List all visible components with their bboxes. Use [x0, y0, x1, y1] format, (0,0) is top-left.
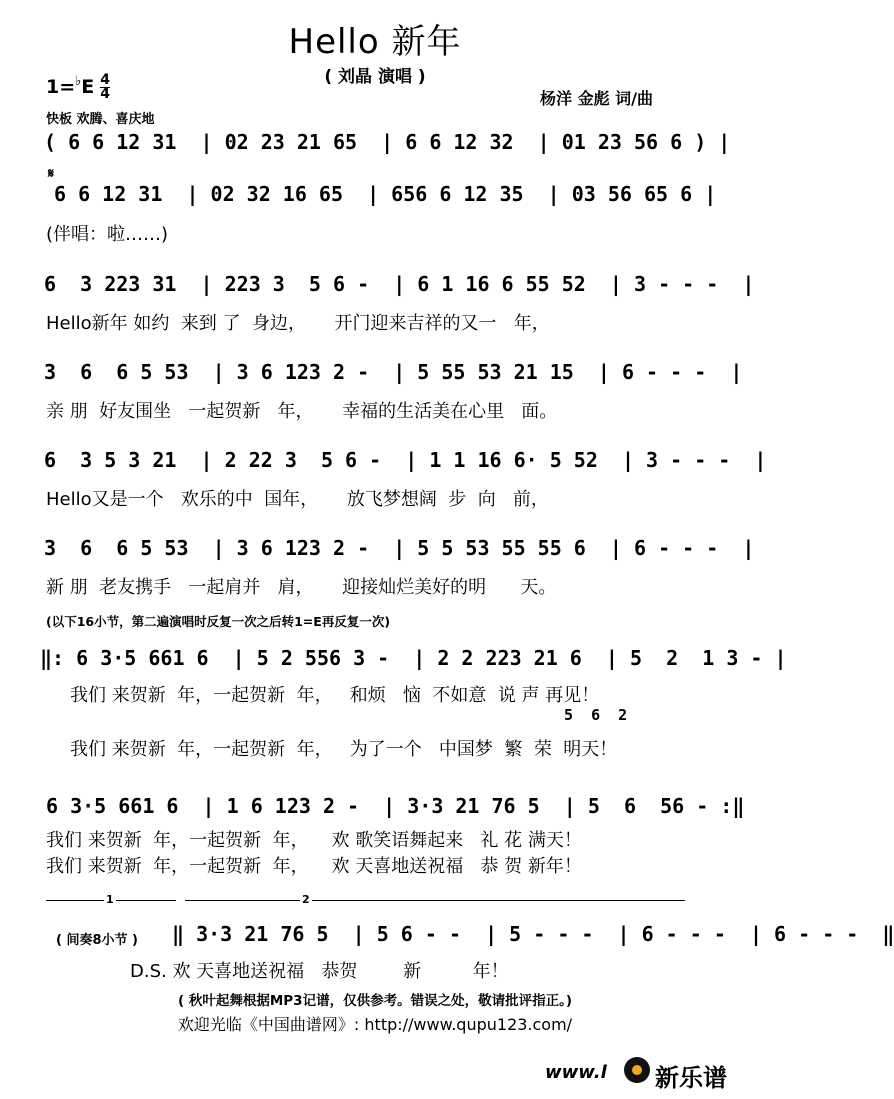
- verse-1-notes: 6 3 223 31 | 223 3 5 6 - | 6 1 16 6 55 52 | 3 - - - |: [44, 272, 755, 296]
- song-title: Hello 新年: [288, 22, 462, 62]
- verse-2-notes: 3 6 6 5 53 | 3 6 123 2 - | 5 55 53 21 15 | 6 - - - |: [44, 360, 743, 384]
- transcriber-note: ( 秋叶起舞根据MP3记谱，仅供参考。错误之处，敬请批评指正。): [177, 993, 572, 1009]
- key-label: 1=: [46, 76, 76, 98]
- second-ending-bracket: [185, 900, 685, 901]
- key-signature: [46, 74, 110, 101]
- first-ending-label: 1: [106, 893, 114, 906]
- verse-3-notes: 6 3 5 3 21 | 2 22 3 5 6 - | 1 1 16 6· 5 52 | 3 - - - |: [44, 448, 767, 472]
- watermark-brand: 新乐谱: [655, 1064, 727, 1092]
- chorus-1-notes: ‖: 6 3·5 661 6 | 5 2 556 3 - | 2 2 223 21 6 | 5 2 1 3 - |: [40, 646, 787, 670]
- watermark-url: www.l: [545, 1062, 607, 1083]
- interlude-label: ( 间奏8小节 ): [56, 933, 138, 948]
- authors-credit: 杨洋 金彪 词/曲: [540, 89, 653, 108]
- chorus-2-lyric-a: 我们 来贺新 年，一起贺新 年， 欢 歌笑语舞起来 礼 花 满天！: [46, 830, 582, 851]
- chorus-1-lyric-b: 我们 来贺新 年，一起贺新 年， 为了一个 中国梦 繁 荣 明天！: [70, 739, 618, 760]
- chorus-1-lyric-a: 我们 来贺新 年，一起贺新 年， 和烦 恼 不如意 说 声 再见！: [70, 685, 600, 706]
- verse-3-lyric: Hello又是一个 欢乐的中 国年， 放飞梦想阔 步 向 前，: [46, 489, 549, 510]
- disc-logo-icon: [624, 1057, 650, 1083]
- time-signature: [100, 74, 110, 101]
- verse-4-lyric: 新 朋 老友携手 一起肩并 肩， 迎接灿烂美好的明 天。: [46, 577, 557, 598]
- intro-notes: ( 6 6 12 31 | 02 23 21 65 | 6 6 12 32 | 01 23 56 6 ) |: [44, 130, 731, 154]
- coda-notes: ‖ 3·3 21 76 5 | 5 6 - - | 5 - - - | 6 - - - | 6 - - - ‖: [172, 922, 894, 946]
- verse-a-notes: 6 6 12 31 | 02 32 16 65 | 656 6 12 35 | 03 56 65 6 |: [54, 182, 717, 206]
- singer-credit: ( 刘晶 演唱 ): [324, 67, 426, 87]
- repeat-instruction: (以下16小节，第二遍演唱时反复一次之后转1=E再反复一次): [46, 614, 391, 629]
- chorus-1-alt-notes: 5 6 2: [564, 706, 628, 724]
- second-ending-label: 2: [302, 893, 310, 906]
- meter-top: 4: [100, 72, 111, 88]
- flat-sign: ♭: [75, 74, 82, 89]
- verse-1-lyric: Hello新年 如约 来到 了 身边， 开门迎来吉祥的又一 年，: [46, 313, 550, 334]
- tempo-marking: 快板 欢腾、喜庆地: [46, 112, 155, 127]
- chorus-2-lyric-b: 我们 来贺新 年，一起贺新 年， 欢 天喜地送祝福 恭 贺 新年！: [46, 856, 582, 877]
- meter-bottom: 4: [100, 86, 111, 102]
- key-note: E: [81, 76, 95, 98]
- coda-lyric: D.S. 欢 天喜地送祝福 恭贺 新 年！: [130, 961, 509, 982]
- website-welcome: 欢迎光临《中国曲谱网》: http://www.qupu123.com/: [177, 1015, 573, 1034]
- segno-sign: 𝄋: [48, 166, 55, 182]
- verse-2-lyric: 亲 朋 好友围坐 一起贺新 年， 幸福的生活美在心里 面。: [46, 401, 558, 422]
- verse-4-notes: 3 6 6 5 53 | 3 6 123 2 - | 5 5 53 55 55 6 | 6 - - - |: [44, 536, 755, 560]
- chorus-2-notes: 6 3·5 661 6 | 1 6 123 2 - | 3·3 21 76 5 | 5 6 56 - :‖: [46, 794, 745, 818]
- backing-vocals-lyric: (伴唱：啦……): [46, 224, 169, 245]
